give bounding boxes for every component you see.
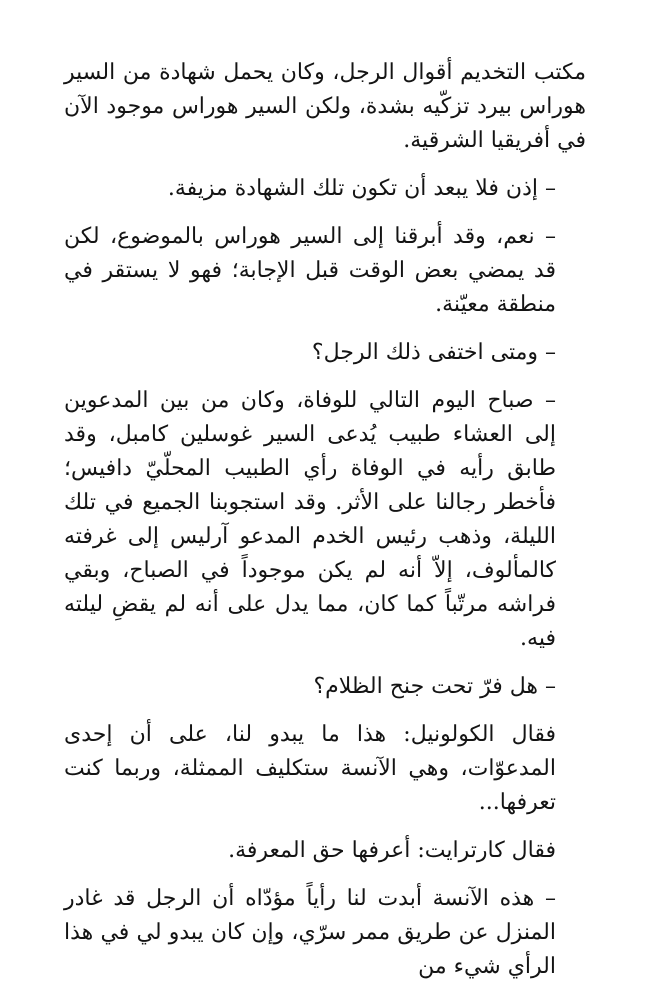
paragraph-5: – صباح اليوم التالي للوفاة، وكان من بين المدعوين إلى العشاء طبيب يُدعى السير غوسلين كامبل، وقد طابق رأيه في الوفاة رأي الطبيب المحلّيّ دافيس؛ فأخطر رجالنا على الأثر. وقد استجوبنا الجميع في تلك الليلة، وذهب رئيس الخدم المدعو آرليس إلى غرفته كالمألوف، إلاّ أنه لم يكن موجوداً في الصباح، وبقي فراشه مرتّباً كما كان، مما يدل على أنه لم يقضِ ليلته فيه. [64, 388, 556, 651]
paragraph-2: – إذن فلا يبعد أن تكون تلك الشهادة مزيفة. [167, 176, 556, 201]
book-page [64, 56, 586, 998]
paragraph-6: – هل فرّ تحت جنح الظلام؟ [313, 674, 556, 699]
paragraph-8: فقال كارترايت: أعرفها حق المعرفة. [228, 838, 556, 863]
paragraph-4: – ومتى اختفى ذلك الرجل؟ [311, 340, 556, 365]
paragraph-9: – هذه الآنسة أبدت لنا رأياً مؤدّاه أن الرجل قد غادر المنزل عن طريق ممر سرّي، وإن كان يبدو لي في هذا الرأي شيء من [64, 886, 556, 979]
paragraph-3: – نعم، وقد أبرقنا إلى السير هوراس بالموضوع، لكن قد يمضي بعض الوقت قبل الإجابة؛ فهو لا يستقر في منطقة معيّنة. [64, 224, 556, 317]
paragraph-1: مكتب التخديم أقوال الرجل، وكان يحمل شهادة من السير هوراس بيرد تزكّيه بشدة، ولكن السير هوراس موجود الآن في أفريقيا الشرقية. [64, 60, 586, 153]
paragraph-7: فقال الكولونيل: هذا ما يبدو لنا، على أن إحدى المدعوّات، وهي الآنسة ستكليف الممثلة، وربما كنت تعرفها... [64, 722, 556, 815]
